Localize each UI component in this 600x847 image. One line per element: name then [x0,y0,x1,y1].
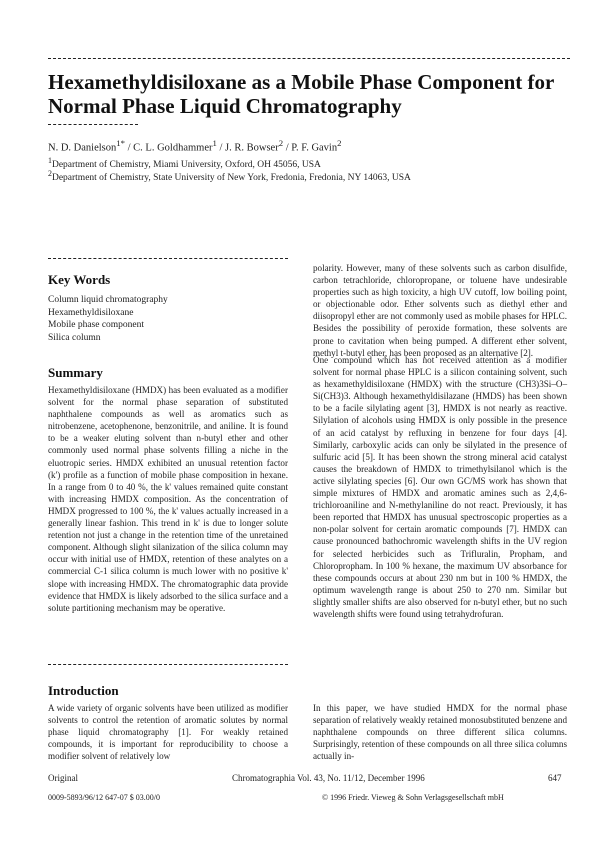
author-list [48,138,341,154]
author-separator: / [125,142,134,154]
author-sup: 1* [116,138,125,148]
affiliation-sup: 2 [48,169,52,178]
keywords-rule [48,258,288,259]
affiliation-text: Department of Chemistry, Miami University, Oxford, OH 45056, USA [51,160,321,171]
author-name: C. L. Goldhammer [133,142,213,154]
keywords-list [48,294,288,344]
footer-code: 0009-5893/96/12 647-07 $ 03.00/0 [48,793,160,802]
affiliation-sup: 1 [48,156,52,165]
summary-heading: Summary [48,365,103,380]
author-separator: / [216,142,226,154]
author-separator: / [283,142,292,154]
introduction-heading: Introduction [48,683,119,698]
top-rule [48,58,570,59]
affiliation-2 [48,169,411,183]
footer-copyright: © 1996 Friedr. Vieweg & Sohn Verlagsgesellschaft mbH [322,793,504,802]
footer-label: Original [48,773,78,783]
footer-journal: Chromatographia Vol. 43, No. 11/12, December 1996 [232,773,425,783]
article-title [48,70,568,118]
keyword-item: Silica column [48,332,101,343]
keyword-item: Hexamethyldisiloxane [48,307,134,318]
title-line-2: Normal Phase Liquid Chromatography [48,94,402,118]
author-name: P. F. Gavin [291,142,338,154]
body-paragraph-2: One compound which has not received attention as a modifier solvent for normal phase HPLC is a silicon containing solvent, such as hexamethyldisiloxane (HMDX) with the structure (CH3)3Si–O–Si(CH3)3. Although hexamethyldisilazane (HMDS) has been shown to be a facile silylating agent [3], HMDX is not nearly as reactive. Silylation of alcohols using HMDX is only possible in the presence of an acid catalyst by refluxing in benzene for four days [4]. Similarly, carboxylic acids can only be silylated in the presence of sulfuric acid [5]. It has been shown the strong mineral acid catalyst causes the breakdown of HMDX to trimethylsilanol which is the active silylating species [6]. Our own GC/MS work has shown that simple mixtures of HMDX and aromatic amines such as 2,4,6-trichloroaniline and N-methylaniline do not react. Previously, it has been reported that HMDX has unusual spectroscopic properties as a non-polar solvent for certain aromatic compounds [7]. HMDX can cause pronounced bathochromic wavelength shifts in the UV region for selected herbicides such as Trifluralin, Propham, and Chloropropham. In 100 % hexane, the maximum UV absorbance for these compounds occurs at about 230 nm but in 100 % HMDX, the optimum wavelength range is about 250 to 270 nm. Similar but slightly smaller shifts are also observed for n-butyl ether, but no such wavelength shifts were found using tetrahydrofuran. [313,355,567,619]
keyword-item: Column liquid chromatography [48,295,168,305]
keyword-item: Mobile phase component [48,320,145,330]
title-line-1: Hexamethyldisiloxane as a Mobile Phase Component for [48,70,555,94]
introduction-text: A wide variety of organic solvents have been utilized as modifier solvents to control the retention of aromatic solutes by normal phase liquid chromatography [1]. For weakly retained compounds, it is important for reproducibility to choose a modifier solvent of relatively low [48,703,288,762]
affiliation-text: Department of Chemistry, State University of New York, Fredonia, Fredonia, NY 14063, USA [51,173,411,184]
body-paragraph-3: In this paper, we have studied HMDX for the normal phase separation of relatively weakly retained monosubstituted benzene and naphthalene compounds on three different silica columns. Surprisingly, retention of these compounds on all three silica columns actually in- [313,703,567,762]
keywords-heading: Key Words [48,272,111,287]
author-sup: 2 [337,138,342,148]
author-sup: 2 [278,138,284,148]
author-name: J. R. Bowser [225,142,279,154]
title-rule [48,124,138,125]
footer-page-number: 647 [548,773,562,783]
author-sup: 1 [212,138,217,148]
author-name: N. D. Danielson [48,142,117,154]
summary-end-rule [48,664,288,665]
summary-text: Hexamethyldisiloxane (HMDX) has been evaluated as a modifier solvent for the normal phase separation of substituted naphthalene compounds as well as aromatics such as nitrobenzene, acetophenone, benzonitrile, and aniline. It is found to be a weaker eluting solvent than n-butyl ether and other commonly used normal phase solvents filling a niche in the eluotropic series. HMDX exhibited an unusual retention factor (k') profile as a function of mobile phase composition in hexane. In a range from 0 to 40 %, the k' values remained quite constant with increasing HMDX composition. As the concentration of HMDX progressed to 100 %, the k' values actually increased in a generally linear fashion. This trend in k' is due to longer solute retention not just a change in the retention time of the unretained component. Although slight silanization of the silica column may occur with initial use of HMDX, retention of these analytes on a commercial C-1 silica column is much lower with no positive k' slope with increasing HMDX. The chromatographic data provide evidence that HMDX is likely adsorbed to the silica surface and a solute partitioning mechanism may be operative. [48,385,288,613]
body-paragraph-1: polarity. However, many of these solvents such as carbon disulfide, carbon tetrachloride, chloropropane, or toluene have undesirable properties such as high toxicity, a high UV cutoff, low boiling point, or objectionable odor. Ether solvents such as diethyl ether and diisopropyl ether are not commonly used as mobile phases for HPLC. Besides the possibility of peroxide formation, these solvents are prone to cavitation when being pumped. A different ether solvent, methyl t-butyl ether, has been proposed as an alternative [2]. [313,263,567,358]
